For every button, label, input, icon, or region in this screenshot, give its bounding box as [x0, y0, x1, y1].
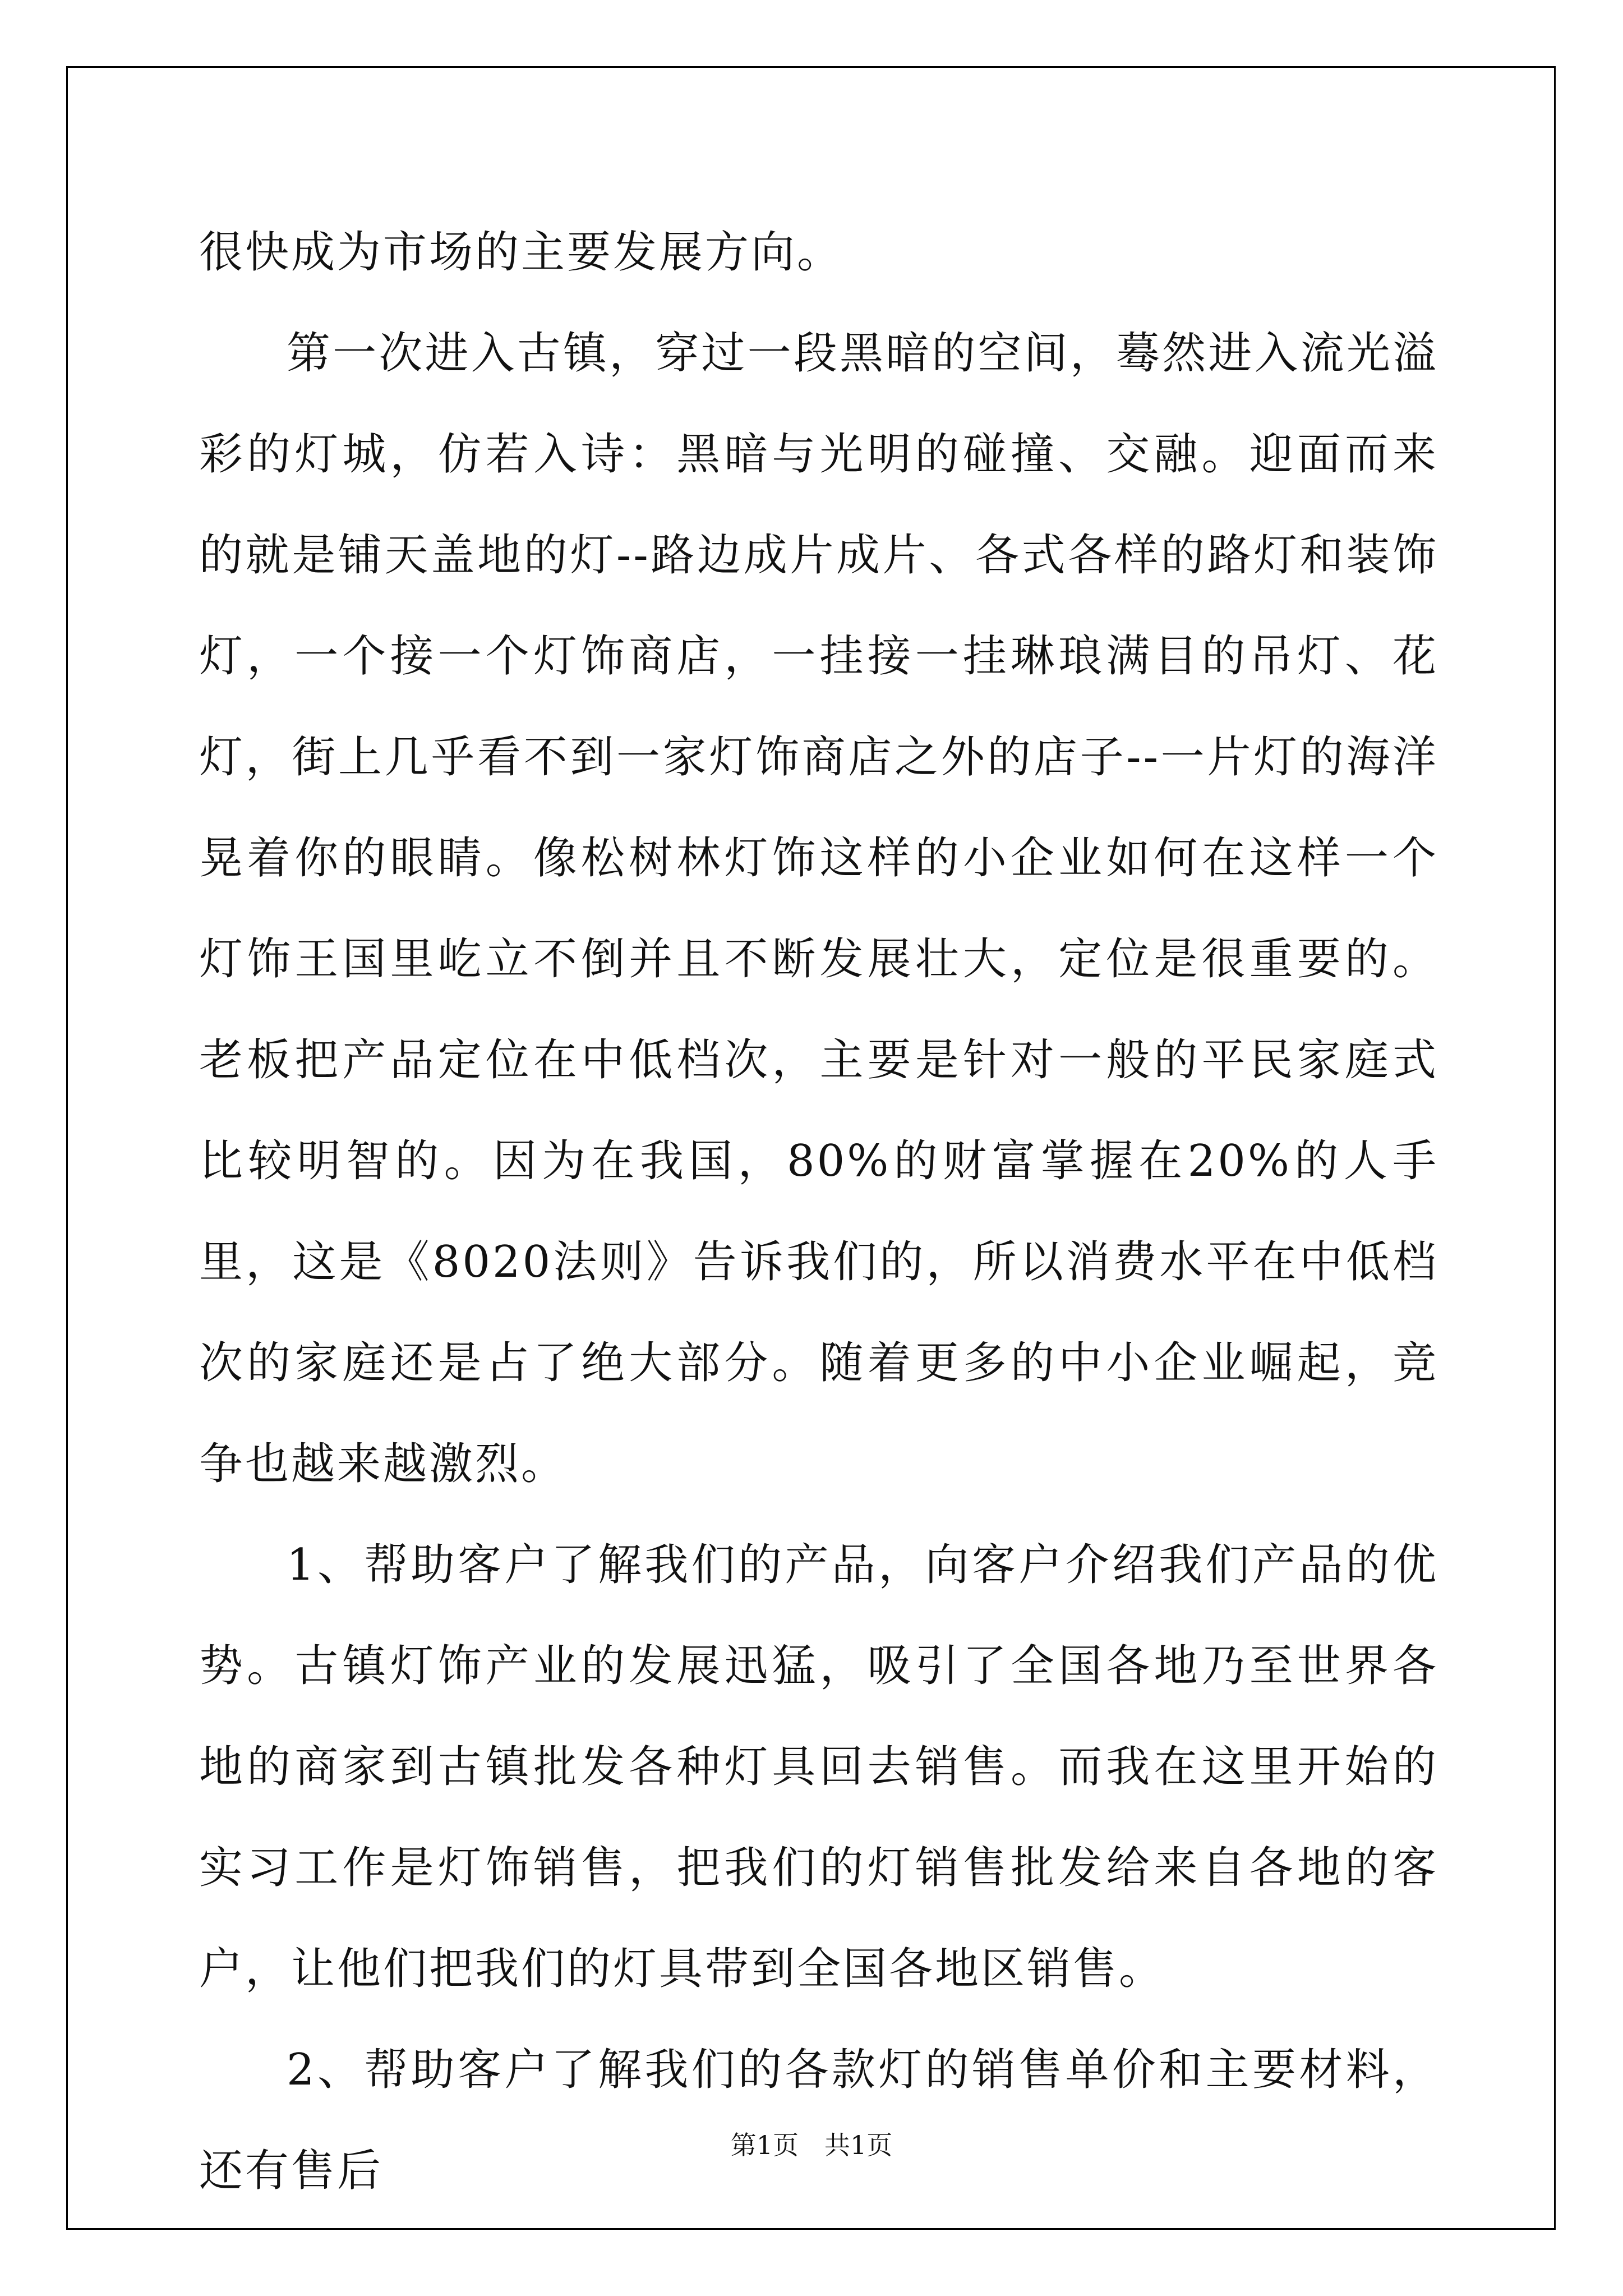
paragraph: 1、帮助客户了解我们的产品，向客户介绍我们产品的优势。古镇灯饰产业的发展迅猛，吸引了全国各地乃至世界各地的商家到古镇批发各种灯具回去销售。而我在这里开始的实习工作是灯饰销售，把我们的灯销售批发给来自各地的客户，让他们把我们的灯具带到全国各地区销售。 — [199, 1540, 1438, 1994]
paragraph: 很快成为市场的主要发展方向。 — [199, 227, 843, 278]
document-body — [199, 202, 1438, 2221]
paragraph: 2、帮助客户了解我们的各款灯的销售单价和主要材料，还有售后 — [199, 2045, 1438, 2196]
page-footer: 第1页 共1页 — [730, 2130, 893, 2160]
paragraph: 第一次进入古镇，穿过一段黑暗的空间，蓦然进入流光溢彩的灯城，仿若入诗：黑暗与光明的碰撞、交融。迎面而来的就是铺天盖地的灯--路边成片成片、各式各样的路灯和装饰灯，一个接一个灯饰商店，一挂接一挂琳琅满目的吊灯、花灯，街上几乎看不到一家灯饰商店之外的店子--一片灯的海洋晃着你的眼睛。像松树林灯饰这样的小企业如何在这样一个灯饰王国里屹立不倒并且不断发展壮大，定位是很重要的。老板把产品定位在中低档次，主要是针对一般的平民家庭式比较明智的。因为在我国，80%的财富掌握在20%的人手里，这是《8020法则》告诉我们的，所以消费水平在中低档次的家庭还是占了绝大部分。随着更多的中小企业崛起，竞争也越来越激烈。 — [199, 328, 1438, 1489]
